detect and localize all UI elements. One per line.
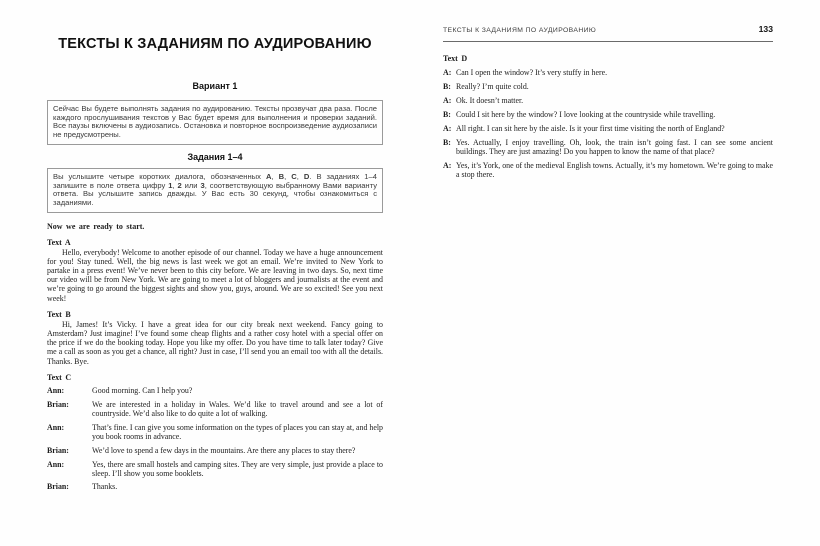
- ready-line: Now we are ready to start.: [47, 221, 145, 231]
- dialogue-line: [443, 68, 773, 77]
- page-number: 133: [758, 24, 773, 34]
- dialogue-line: [47, 460, 383, 478]
- right-page: [443, 24, 773, 179]
- text-c-heading: Text C: [47, 372, 72, 382]
- speaker-label: B:: [443, 137, 451, 147]
- dialogue-line: [443, 96, 773, 105]
- speaker-label: Brian:: [47, 445, 69, 455]
- text-b-body: Hi, James! It’s Vicky. I have a great idea for our city break next weekend. Fancy going to Amsterdam? Just imagine! I’ve found some cheap flights and a rather cosy hotel with a special offer on the price if we do the booking today. Hope you like my offer. Do you have time to talk later today? Give me a call as soon as you get a chance, all right? Just in case, I’ll send you an email too with all the details. Thanks. Bye.: [47, 319, 383, 366]
- dialogue-line: [47, 400, 383, 418]
- running-header-title: ТЕКСТЫ К ЗАДАНИЯМ ПО АУДИРОВАНИЮ: [443, 27, 597, 34]
- speaker-label: A:: [443, 95, 452, 105]
- speaker-text: Yes, it’s York, one of the medieval English towns. Actually, it’s my hometown. We’re going to make a stop there.: [456, 161, 773, 180]
- speaker-label: Brian:: [47, 400, 69, 410]
- dialogue-line: [443, 138, 773, 156]
- page-title: ТЕКСТЫ К ЗАДАНИЯМ ПО АУДИРОВАНИЮ: [58, 36, 372, 52]
- dialogue-line: [443, 161, 773, 179]
- dialogue-line: [443, 124, 773, 133]
- speaker-label: A:: [443, 161, 452, 170]
- speaker-label: A:: [443, 67, 452, 77]
- speaker-text: Thanks.: [92, 482, 118, 492]
- speaker-text: We are interested in a holiday in Wales. We’d like to travel around and see a lot of countryside. We’d also like to do quite a lot of walking.: [92, 400, 383, 419]
- speaker-text: Yes, there are small hostels and camping sites. They are very simple, just provide a place to sleep. I’ll show you some booklets.: [92, 459, 383, 478]
- audio-instructions-box: Сейчас Вы будете выполнять задания по аудированию. Тексты прозвучат два раза. После каждого прослушивания текстов у Вас будет время для выполнения и проверки заданий. Все паузы включены в аудиозапись. Остановка и повторное воспроизведение аудиозаписи не предусмотрены.: [47, 100, 383, 145]
- dialogue-line: [47, 423, 383, 441]
- speaker-text: Yes. Actually, I enjoy travelling. Oh, look, the train isn’t going fast. I can see some ancient buildings. They are just amazing! Do you happen to know the name of that place?: [456, 137, 773, 156]
- speaker-text: Ok. It doesn’t matter.: [456, 95, 524, 105]
- tasks-instructions-box: Вы услышите четыре коротких диалога, обозначенных A, B, C, D. В заданиях 1–4 запишите в поле ответа цифру 1, 2 или 3, соответствующую выбранному Вами варианту ответа. Вы услышите запись дважды. У Вас есть 30 секунд, чтобы ознакомиться с заданиями.: [47, 168, 383, 213]
- text-b-heading: Text B: [47, 309, 71, 319]
- speaker-text: Really? I’m quite cold.: [456, 81, 529, 91]
- left-page: [47, 36, 383, 492]
- tasks-heading: Задания 1–4: [187, 151, 243, 162]
- speaker-label: B:: [443, 81, 451, 91]
- dialogue-line: [443, 110, 773, 119]
- text-a-heading: Text A: [47, 237, 71, 247]
- speaker-label: B:: [443, 109, 451, 119]
- speaker-label: Ann:: [47, 459, 65, 469]
- variant-heading: Вариант 1: [192, 81, 238, 91]
- speaker-text: That’s fine. I can give you some information on the types of places you can stay at, and help you book rooms in advance.: [92, 422, 383, 442]
- speaker-text: We’d love to spend a few days in the mountains. Are there any places to stay there?: [92, 445, 356, 455]
- text-a-body: Hello, everybody! Welcome to another episode of our channel. Today we have a huge announcement for you! Stay tuned. Well, the big news is last week we got an email. We’re invited to New York to partake in a press event! We’ve never been to this city before. We are leaving in two days. So, next time our video will be from New York. We are going to meet a lot of bloggers and journalists at the event and we’re going to go around the biggest sights and show you, guys, around. We are so excited! See you next week!: [47, 247, 383, 303]
- speaker-text: Could I sit here by the window? I love looking at the countryside while travelling.: [456, 109, 716, 119]
- speaker-label: Ann:: [47, 386, 65, 396]
- speaker-text: Can I open the window? It’s very stuffy in here.: [456, 67, 608, 77]
- dialogue-line: [47, 386, 383, 395]
- speaker-text: Good morning. Can I help you?: [92, 386, 193, 396]
- running-header: [443, 24, 773, 42]
- speaker-label: Brian:: [47, 482, 69, 492]
- dialogue-line: [47, 482, 383, 491]
- dialogue-line: [443, 82, 773, 91]
- dialogue-line: [47, 446, 383, 455]
- speaker-text: All right. I can sit here by the aisle. Is it your first time visiting the north of England?: [456, 123, 725, 133]
- text-d-heading: Text D: [443, 54, 468, 63]
- speaker-label: A:: [443, 123, 452, 133]
- speaker-label: Ann:: [47, 422, 65, 432]
